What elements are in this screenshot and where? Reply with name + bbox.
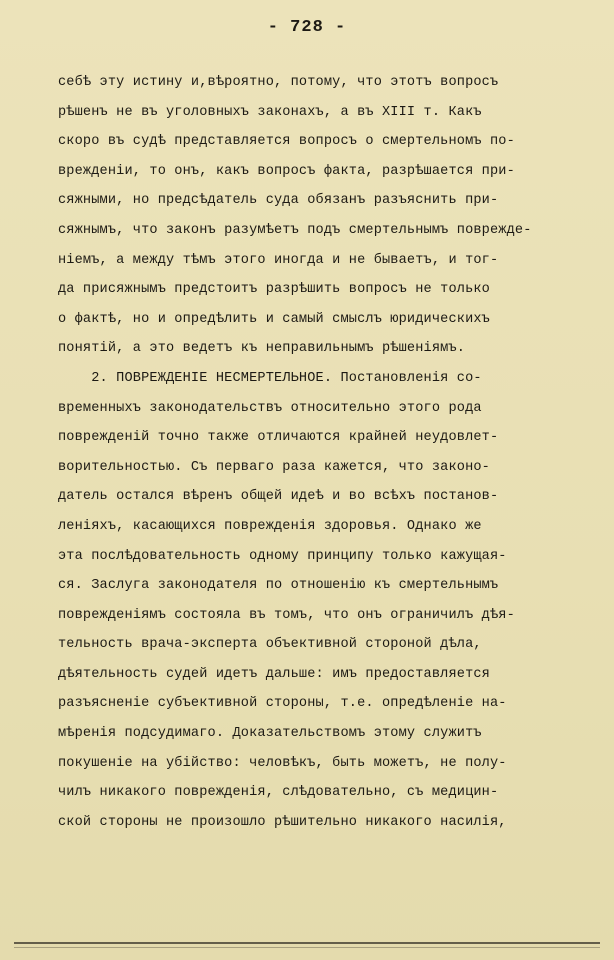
- text-line: скоро въ судѣ представляется вопросъ о смертельномъ по-: [58, 134, 515, 150]
- text-line: сяжными, но предсѣдатель суда обязанъ разъяснить при-: [58, 193, 499, 209]
- text-line: чилъ никакого поврежденiя, слѣдовательно, съ медицин-: [58, 785, 499, 801]
- text-line: ленiяхъ, касающихся поврежденiя здоровья. Однако же: [58, 518, 482, 534]
- text-line: нiемъ, а между тѣмъ этого иногда и не бываетъ, и тог-: [58, 252, 499, 268]
- text-line: себѣ эту истину и,вѣроятно, потому, что этотъ вопросъ: [58, 75, 499, 90]
- text-line: покушенiе на убiйство: человѣкъ, быть можетъ, не полу-: [58, 755, 507, 771]
- body-text: [58, 68, 578, 837]
- text-line: датель остался вѣренъ общей идеѣ и во всѣхъ постанов-: [58, 489, 499, 505]
- page-number: - 728 -: [267, 18, 347, 37]
- text-line: тельность врача-эксперта объективной стороной дѣла,: [58, 637, 482, 653]
- text-line: поврежденiй точно также отличаются крайней неудовлет-: [58, 430, 499, 446]
- text-line: врежденiи, то онъ, какъ вопросъ факта, разрѣшается при-: [58, 163, 515, 179]
- section-heading-line: 2. ПОВРЕЖДЕНIЕ НЕСМЕРТЕЛЬНОЕ. Постановленiя со-: [58, 370, 482, 386]
- text-line: эта послѣдовательность одному принципу только кажущая-: [58, 548, 507, 564]
- text-line: рѣшенъ не въ уголовныхъ законахъ, а въ XIII т. Какъ: [58, 104, 482, 120]
- text-line: о фактѣ, но и опредѣлить и самый смыслъ юридическихъ: [58, 311, 490, 327]
- bottom-rule-secondary: [14, 947, 600, 948]
- text-line: временныхъ законодательствъ относительно этого рода: [58, 400, 482, 416]
- text-line: да присяжнымъ предстоитъ разрѣшить вопросъ не только: [58, 282, 490, 298]
- bottom-rule: [14, 942, 600, 944]
- text-line: ской стороны не произошло рѣшительно никакого насилiя,: [58, 814, 507, 830]
- text-line: понятiй, а это ведетъ къ неправильнымъ рѣшенiямъ.: [58, 341, 466, 357]
- text-line: ся. Заслуга законодателя по отношенiю къ смертельнымъ: [58, 578, 499, 594]
- text-line: сяжнымъ, что законъ разумѣетъ подъ смертельнымъ поврежде-: [58, 222, 532, 238]
- text-line: разъясненiе субъективной стороны, т.е. опредѣленiе на-: [58, 696, 507, 712]
- text-line: дѣятельность судей идетъ дальше: имъ предоставляется: [58, 666, 490, 682]
- text-line: поврежденiямъ состояла въ томъ, что онъ ограничилъ дѣя-: [58, 607, 515, 623]
- text-line: ворительностью. Съ перваго раза кажется, что законо-: [58, 459, 490, 475]
- text-line: мѣренiя подсудимаго. Доказательствомъ этому служитъ: [58, 726, 482, 742]
